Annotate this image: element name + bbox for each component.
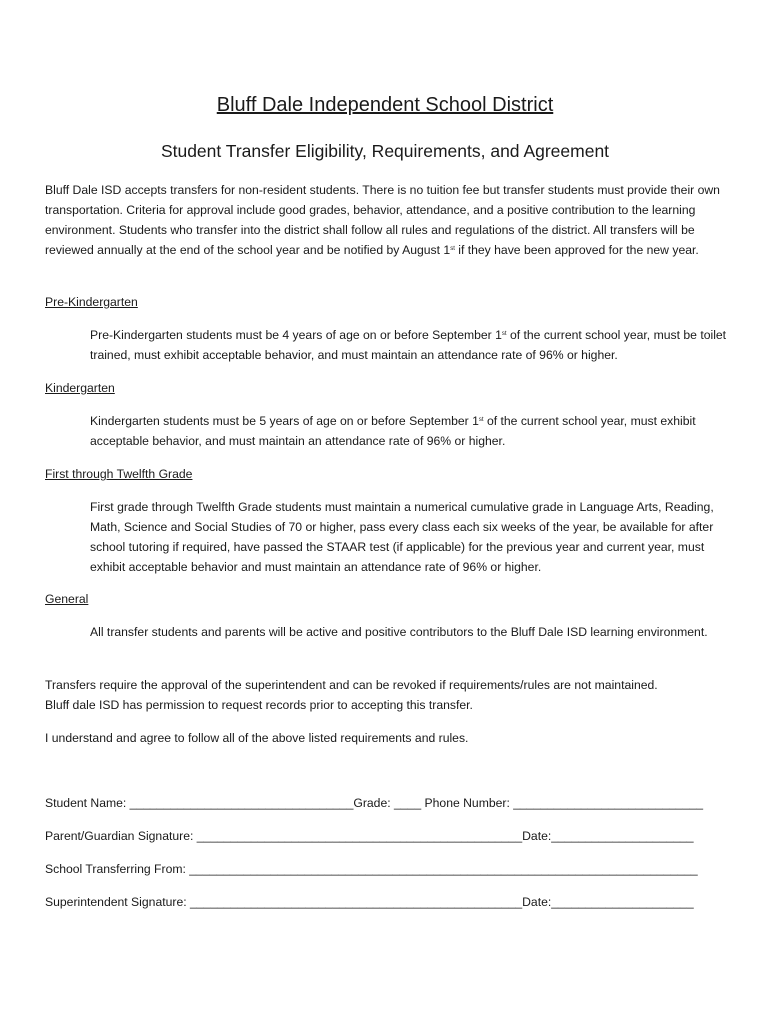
kinder-superscript: st [478,417,484,423]
intro-paragraph [45,180,735,260]
kinder-text-a: Kindergarten students must be 5 years of age on or before September 1 [90,414,479,428]
records-statement: Bluff dale ISD has permission to request records prior to accepting this transfer. [45,698,473,712]
intro-text-a: Bluff Dale ISD accepts transfers for non-resident students. There is no tuition fee but transfer students must provide their own transportation. Criteria for approval include good grades, behavior, attendance, and a positive contribution to the learning environment. Students who transfer into the district shall follow all rules and regulations of the district. All transfers will be reviewed annually at the end of the school year and be notified by August 1 [45,183,720,257]
approval-statement: Transfers require the approval of the superintendent and can be revoked if requirements/rules are not maintained. [45,678,658,692]
prek-text-b: of the current school year, must be toilet trained, must exhibit acceptable behavior, and must maintain an attendance rate of 96% or higher. [90,328,727,362]
prek-text-a: Pre-Kindergarten students must be 4 years of age on or before September 1 [90,328,502,342]
kinder-paragraph [90,411,735,451]
superintendent-signature-line[interactable]: Superintendent Signature: _________________________________________________Date:_____________________ [45,895,694,909]
grades-paragraph: First grade through Twelfth Grade students must maintain a numerical cumulative grade in Language Arts, Reading, Math, Science and Social Studies of 70 or higher, pass every class each six weeks of the year, be available for after school tutoring if required, have passed the STAAR test (if applicable) for the previous year and current year, must exhibit acceptable behavior and must maintain an attendance rate of 96% or higher. [90,500,714,574]
document-subtitle: Student Transfer Eligibility, Requirements, and Agreement [160,141,610,161]
document-title: Bluff Dale Independent School District [216,94,554,116]
general-paragraph: All transfer students and parents will be active and positive contributors to the Bluff Dale ISD learning environment. [90,625,708,639]
agreement-statement: I understand and agree to follow all of the above listed requirements and rules. [45,731,469,745]
student-info-line[interactable]: Student Name: _________________________________Grade: ____ Phone Number: ____________________________ [45,796,704,810]
kinder-heading: Kindergarten [45,381,115,395]
prek-superscript: st [501,331,507,337]
general-heading: General [45,592,89,606]
intro-text-b: if they have been approved for the new year. [454,243,699,257]
school-from-line[interactable]: School Transferring From: ___________________________________________________________________________ [45,862,698,876]
intro-superscript: st [450,246,455,252]
grades-heading: First through Twelfth Grade [45,467,193,481]
prek-heading: Pre-Kindergarten [45,295,138,309]
parent-signature-line[interactable]: Parent/Guardian Signature: ________________________________________________Date:_____________________ [45,829,694,843]
prek-paragraph [90,325,735,365]
kinder-text-b: of the current school year, must exhibit acceptable behavior, and must maintain an attendance rate of 96% or higher. [90,414,696,448]
